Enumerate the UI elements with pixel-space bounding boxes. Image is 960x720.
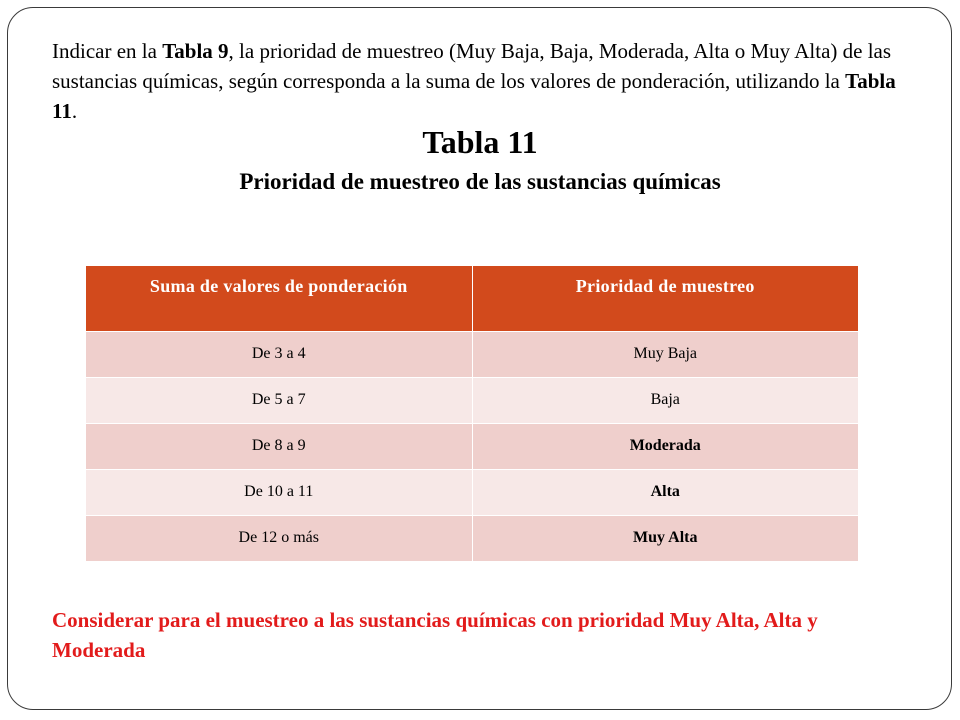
cell-range: De 5 a 7 bbox=[86, 377, 472, 423]
cell-priority: Baja bbox=[472, 377, 858, 423]
table-row bbox=[86, 377, 858, 423]
cell-priority: Muy Baja bbox=[472, 331, 858, 377]
cell-range: De 8 a 9 bbox=[86, 423, 472, 469]
table-row bbox=[86, 515, 858, 561]
table-row bbox=[86, 331, 858, 377]
table-header-row bbox=[86, 266, 858, 331]
intro-text-1: Indicar en la bbox=[52, 39, 163, 63]
intro-ref-tabla-11: Tabla 11 bbox=[52, 69, 896, 123]
cell-range: De 3 a 4 bbox=[86, 331, 472, 377]
cell-priority: Alta bbox=[472, 469, 858, 515]
table-subtitle: Prioridad de muestreo de las sustancias químicas bbox=[239, 169, 721, 194]
sampling-note: Considerar para el muestreo a las sustancias químicas con prioridad Muy Alta, Alta y Moderada bbox=[52, 608, 818, 662]
intro-paragraph bbox=[52, 36, 912, 126]
intro-text-2: , la prioridad de muestreo (Muy Baja, Baja, Moderada, Alta o Muy Alta) de las sustancias químicas, según corresponda a la suma de los valores de ponderación, utilizando la bbox=[52, 39, 892, 93]
table-row bbox=[86, 469, 858, 515]
cell-range: De 10 a 11 bbox=[86, 469, 472, 515]
cell-priority: Moderada bbox=[472, 423, 858, 469]
table-row bbox=[86, 423, 858, 469]
intro-ref-tabla-9: Tabla 9 bbox=[162, 39, 229, 63]
cell-range: De 12 o más bbox=[86, 515, 472, 561]
header-sum-values: Suma de valores de ponderación bbox=[86, 266, 472, 331]
header-priority: Prioridad de muestreo bbox=[472, 266, 858, 331]
intro-text-3: . bbox=[71, 99, 78, 123]
priority-table bbox=[86, 266, 858, 561]
cell-priority: Muy Alta bbox=[472, 515, 858, 561]
table-title: Tabla 11 bbox=[422, 124, 538, 160]
